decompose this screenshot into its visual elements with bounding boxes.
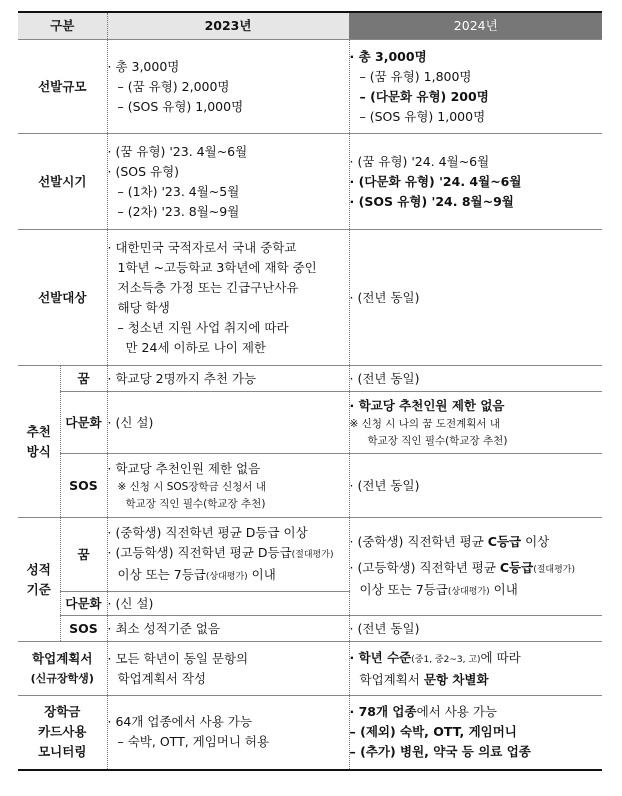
period-2024-line: · (꿈 유형) '24. 4월~6월: [349, 153, 490, 169]
grade-2024-text: · (고등학생) 직전학년 평균: [349, 559, 500, 575]
recommend-multi-2024-main: · 학교당 추천인원 제한 없음: [349, 397, 505, 413]
recommend-sos-2023: [107, 454, 349, 518]
label-grade-dream: 꿈: [60, 518, 107, 592]
label-card-line: 카드사용: [38, 724, 87, 740]
recommend-sos-2023-main: · 학교당 추천인원 제한 없음: [107, 460, 261, 476]
card-2024-line: – (제외) 숙박, OTT, 게임머니: [349, 724, 517, 740]
label-card: [18, 696, 107, 770]
grade-2024-line: [350, 580, 603, 602]
recommend-multi-2024: [349, 392, 602, 454]
grade-dream-2023-line: [108, 565, 349, 587]
recommend-dream-2024: · (전년 동일): [349, 366, 602, 392]
grade-2024-small: (상대평가): [447, 586, 490, 597]
label-recommend-sos: SOS: [60, 454, 107, 518]
row-grade-dream: [18, 518, 602, 592]
recommend-dream-2023: · 학교당 2명까지 추천 가능: [107, 366, 349, 392]
scale-2023-line: – (SOS 유형) 1,000명: [117, 98, 244, 114]
plan-2024: [349, 642, 602, 696]
recommend-multi-2023: · (신 설): [107, 392, 349, 454]
row-scale: [18, 40, 602, 134]
target-2024: [349, 230, 602, 366]
target-2023-line: 만 24세 이하로 나이 제한: [125, 339, 266, 355]
card-2023-line: · 64개 업종에서 사용 가능: [107, 714, 252, 730]
recommend-sos-2023-note: 학교장 직인 필수(학교장 추천): [125, 497, 266, 510]
header-2024: 2024년: [349, 12, 602, 40]
scale-2024-line: · 총 3,000명: [349, 48, 427, 64]
grade-dream-2023-text: 이상 또는 7등급: [117, 566, 206, 582]
card-2024: [349, 696, 602, 770]
header-category: 구분: [18, 12, 107, 40]
comparison-table: [18, 11, 602, 771]
row-card: [18, 696, 602, 770]
grade-2024-bold: C등급: [487, 533, 522, 549]
plan-2023-line: · 모든 학년이 동일 문항의: [107, 650, 249, 666]
period-2023-line: · (꿈 유형) '23. 4월~6월: [107, 143, 248, 159]
plan-2024-small: (중1, 중2~3, 고): [411, 654, 481, 665]
plan-2024-text: 에 따라: [480, 649, 521, 665]
grade-2024-line: [350, 532, 603, 552]
card-2024-line: [350, 702, 603, 722]
row-recommend-sos: [18, 454, 602, 518]
row-plan: [18, 642, 602, 696]
header-row: [18, 12, 602, 40]
label-grade-multi: 다문화: [60, 592, 107, 616]
grade-2024-text: 이상: [521, 533, 550, 549]
label-card-line: 모니터링: [38, 744, 87, 760]
card-2023-line: – 숙박, OTT, 게임머니 허용: [117, 734, 270, 750]
grade-sos-2024: · (전년 동일): [349, 616, 602, 642]
label-grade-line: 성적: [26, 561, 51, 577]
target-2023-line: · 대한민국 국적자로서 국내 중학교: [107, 239, 297, 255]
grade-2024-bold: C등급: [499, 559, 534, 575]
target-2024-line: · (전년 동일): [349, 289, 420, 305]
plan-2023: [107, 642, 349, 696]
target-2023-line: 해당 학생: [117, 299, 170, 315]
scale-2024-line: – (꿈 유형) 1,800명: [359, 68, 472, 84]
period-2024-line: · (다문화 유형) '24. 4월~6월: [349, 173, 522, 189]
label-recommend-dream: 꿈: [60, 366, 107, 392]
grade-2024-line: [350, 558, 603, 580]
row-grade-sos: [18, 616, 602, 642]
label-recommend: [18, 366, 60, 518]
grade-2024-text: · (중학생) 직전학년 평균: [349, 533, 488, 549]
label-scale: 선발규모: [18, 40, 107, 134]
grade-dream-2023-line: [108, 543, 349, 565]
grade-dream-2023-small: (상대평가): [205, 571, 248, 582]
row-recommend-dream: [18, 366, 602, 392]
plan-2024-bold: 문항 차별화: [423, 671, 489, 687]
period-2023-line: · (SOS 유형): [107, 163, 180, 179]
grade-dream-2023: [107, 518, 349, 592]
target-2023-line: 1학년 ~고등학교 3학년에 재학 중인: [117, 259, 317, 275]
target-2023-line: 저소득층 가정 또는 긴급구난사유: [117, 279, 299, 295]
grade-dream-multi-2024: [349, 518, 602, 616]
row-target: [18, 230, 602, 366]
grade-dream-2023-small: (절대평가): [291, 549, 334, 560]
header-2023: 2023년: [107, 12, 349, 40]
scale-2023: [107, 40, 349, 134]
card-2024-line: – (추가) 병원, 약국 등 의료 업종: [349, 744, 531, 760]
label-grade-line: 기준: [26, 581, 51, 597]
period-2023-line: – (1차) '23. 4월~5월: [117, 183, 240, 199]
label-plan-line: 학업계획서: [32, 650, 93, 666]
label-target: 선발대상: [18, 230, 107, 366]
grade-dream-2023-line: · (중학생) 직전학년 평균 D등급 이상: [107, 524, 308, 540]
grade-2024-text: 이상 또는 7등급: [359, 581, 448, 597]
grade-sos-2023: · 최소 성적기준 없음: [107, 616, 349, 642]
label-recommend-line: 방식: [26, 443, 51, 459]
label-grade-sos: SOS: [60, 616, 107, 642]
row-period: [18, 134, 602, 230]
plan-2023-line: 학업계획서 작성: [117, 670, 206, 686]
target-2023: [107, 230, 349, 366]
label-period: 선발시기: [18, 134, 107, 230]
recommend-sos-2023-note: ※ 신청 시 SOS장학금 신청서 내: [117, 480, 267, 493]
period-2024-line: · (SOS 유형) '24. 8월~9월: [349, 193, 514, 209]
period-2023: [107, 134, 349, 230]
grade-dream-2023-text: 이내: [247, 566, 276, 582]
card-2023: [107, 696, 349, 770]
recommend-multi-2024-note: ※ 신청 시 나의 꿈 도전계획서 내: [349, 417, 501, 430]
plan-2024-text: 학업계획서: [359, 671, 424, 687]
row-recommend-multi: [18, 392, 602, 454]
scale-2024-line: – (다문화 유형) 200명: [359, 88, 489, 104]
grade-2024-small: (절대평가): [533, 564, 576, 575]
scale-2023-line: – (꿈 유형) 2,000명: [117, 78, 230, 94]
target-2023-line: – 청소년 지원 사업 취지에 따라: [117, 319, 289, 335]
plan-2024-bold: · 학년 수준: [349, 649, 412, 665]
label-plan: [18, 642, 107, 696]
plan-2024-line: [350, 670, 603, 690]
plan-2024-line: [350, 648, 603, 670]
period-2024: [349, 134, 602, 230]
label-plan-line: (신규장학생): [30, 671, 94, 685]
grade-multi-2023: · (신 설): [107, 592, 349, 616]
scale-2024-line: – (SOS 유형) 1,000명: [359, 108, 486, 124]
scale-2024: [349, 40, 602, 134]
label-recommend-line: 추천: [26, 423, 51, 439]
label-card-line: 장학금: [44, 704, 81, 720]
period-2023-line: – (2차) '23. 8월~9월: [117, 203, 240, 219]
grade-dream-2023-text: · (고등학생) 직전학년 평균 D등급: [107, 544, 292, 560]
recommend-multi-2024-note: 학교장 직인 필수(학교장 추천): [367, 434, 508, 447]
card-2024-bold: · 78개 업종: [349, 704, 417, 720]
label-grade: [18, 518, 60, 642]
label-recommend-multi: 다문화: [60, 392, 107, 454]
card-2024-text: 에서 사용 가능: [416, 704, 497, 720]
grade-2024-text: 이내: [489, 581, 518, 597]
recommend-sos-2024: · (전년 동일): [349, 454, 602, 518]
scale-2023-line: · 총 3,000명: [107, 58, 180, 74]
